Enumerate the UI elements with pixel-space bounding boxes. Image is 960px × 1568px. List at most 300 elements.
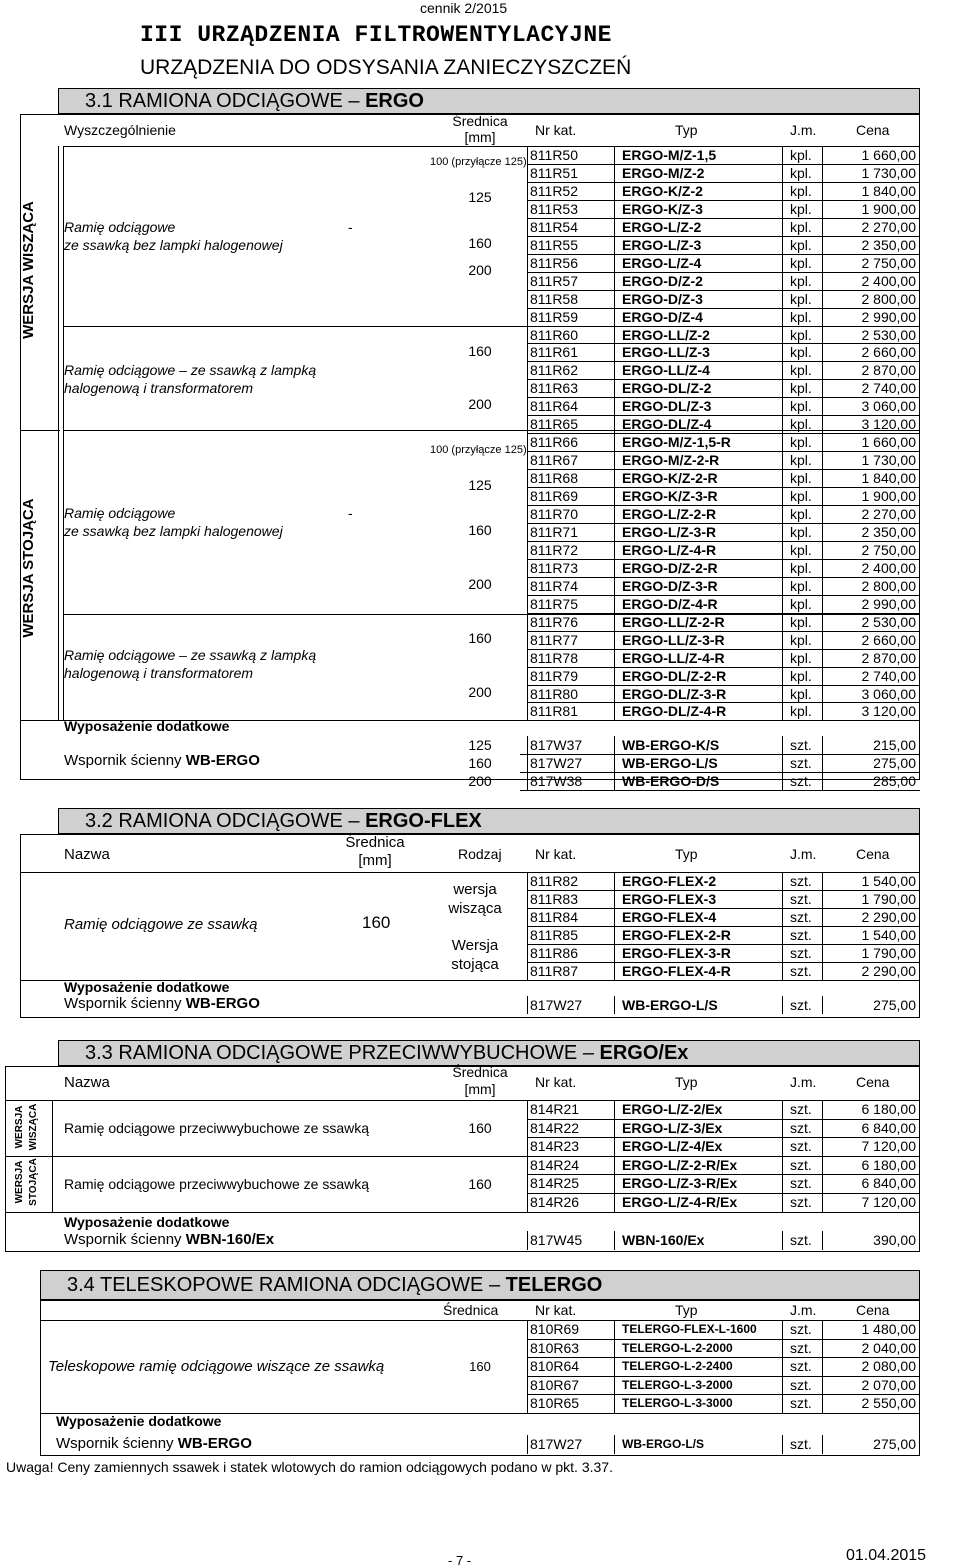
unit: szt. <box>790 1321 812 1337</box>
price: 2 070,00 <box>861 1376 916 1393</box>
section-3-3-title: 3.3 RAMIONA ODCIĄGOWE PRZECIWWYBUCHOWE – ERGO/Ex <box>85 1042 689 1064</box>
unit: kpl. <box>790 452 812 469</box>
price: 2 870,00 <box>861 362 916 379</box>
col-header-jm: J.m. <box>790 1074 817 1090</box>
unit: szt. <box>790 997 812 1013</box>
product-type: TELERGO-L-3-2000 <box>622 1377 733 1392</box>
catalog-number: 810R63 <box>530 1339 580 1356</box>
unit: kpl. <box>790 182 812 199</box>
col-header-diameter: Średnica <box>443 1302 499 1318</box>
catalog-number: 811R58 <box>530 290 579 307</box>
product-type: ERGO-FLEX-4-R <box>622 963 731 979</box>
catalog-number: 810R67 <box>530 1376 580 1393</box>
product-type: TELERGO-FLEX-L-1600 <box>622 1322 757 1336</box>
col-header-diameter: Średnica [mm] <box>452 113 508 145</box>
unit: szt. <box>790 1339 812 1356</box>
product-type: ERGO-FLEX-4 <box>622 909 717 925</box>
unit: kpl. <box>790 362 812 379</box>
desc-arm-no-lamp-hanging: Ramię odciągowe - ze ssawką bez lampki halogenowej <box>64 219 353 253</box>
price: 3 060,00 <box>861 685 916 702</box>
rodzaj-standing: Wersja stojąca <box>451 937 499 973</box>
product-type: ERGO-L/Z-3-R/Ex <box>622 1175 738 1192</box>
unit: szt. <box>790 1232 812 1248</box>
unit: kpl. <box>790 506 812 522</box>
unit: szt. <box>790 1395 812 1412</box>
col-header-typ: Typ <box>675 1074 698 1090</box>
product-type: ERGO-M/Z-1,5 <box>622 147 717 163</box>
section-3-4-table <box>40 1300 920 1456</box>
price: 6 180,00 <box>861 1156 916 1173</box>
price: 1 840,00 <box>861 470 916 487</box>
product-type: ERGO-K/Z-2 <box>622 182 703 199</box>
col-header-typ: Typ <box>675 1302 698 1318</box>
unit: kpl. <box>790 416 812 433</box>
unit: szt. <box>790 927 812 943</box>
price: 2 400,00 <box>861 559 916 576</box>
catalog-number: 811R83 <box>530 891 579 907</box>
col-header-jm: J.m. <box>790 122 817 138</box>
accessories-title: Wyposażenie dodatkowe <box>56 1413 222 1429</box>
col-header-nr: Nr kat. <box>535 122 577 138</box>
product-type: ERGO-DL/Z-4 <box>622 416 712 433</box>
price: 3 060,00 <box>861 398 916 415</box>
diameter-160: 160 <box>362 913 391 932</box>
unit: szt. <box>790 773 812 789</box>
unit: kpl. <box>790 398 812 415</box>
unit: kpl. <box>790 344 812 361</box>
section-3-4-title-bar <box>40 1270 920 1300</box>
diameter-160: 160 <box>468 1120 492 1136</box>
unit: kpl. <box>790 703 812 720</box>
price: 1 730,00 <box>861 164 916 181</box>
product-type: ERGO-D/Z-4-R <box>622 595 718 612</box>
price: 1 540,00 <box>861 873 916 889</box>
product-type: ERGO-LL/Z-3 <box>622 344 710 361</box>
catalog-number: 810R69 <box>530 1321 580 1337</box>
catalog-number: 811R66 <box>530 434 579 451</box>
unit: kpl. <box>790 649 812 666</box>
price: 2 350,00 <box>861 236 916 253</box>
catalog-number: 817W45 <box>530 1232 583 1248</box>
section-3-4-title: 3.4 TELESKOPOWE RAMIONA ODCIĄGOWE – TELERGO <box>67 1274 603 1296</box>
product-type: ERGO-FLEX-2-R <box>622 927 731 943</box>
product-type: ERGO-L/Z-3 <box>622 236 702 253</box>
col-header-nr: Nr kat. <box>535 1302 577 1318</box>
unit: kpl. <box>790 541 812 558</box>
product-type: ERGO-D/Z-4 <box>622 308 703 325</box>
unit: kpl. <box>790 559 812 576</box>
catalog-number: 817W38 <box>530 773 583 789</box>
col-header-typ: Typ <box>675 122 698 138</box>
unit: kpl. <box>790 200 812 217</box>
unit: szt. <box>790 1194 812 1210</box>
catalog-number: 811R68 <box>530 470 579 487</box>
unit: kpl. <box>790 164 812 181</box>
unit: kpl. <box>790 326 812 343</box>
unit: szt. <box>790 737 812 753</box>
col-header-diameter: Średnica [mm] <box>452 1064 508 1097</box>
catalog-number: 811R69 <box>530 488 579 505</box>
desc-arm-no-lamp-standing: Ramię odciągowe - ze ssawką bez lampki halogenowej <box>64 505 353 539</box>
price: 1 660,00 <box>861 147 916 163</box>
product-type: ERGO-D/Z-2-R <box>622 559 718 576</box>
product-type: ERGO-DL/Z-3-R <box>622 685 727 702</box>
accessory-name: Wspornik ścienny WB-ERGO <box>56 1435 252 1452</box>
col-header-cena: Cena <box>856 122 890 138</box>
accessory-name: Wspornik ścienny WB-ERGO <box>64 995 260 1012</box>
catalog-number: 810R65 <box>530 1395 580 1412</box>
price: 1 480,00 <box>861 1321 916 1337</box>
diameter-160: 160 <box>468 630 492 646</box>
accessory-diameter: 160 <box>468 755 492 771</box>
product-type: ERGO-FLEX-3-R <box>622 945 731 961</box>
price: 2 870,00 <box>861 649 916 666</box>
catalog-number: 811R63 <box>530 380 579 397</box>
product-type: ERGO-L/Z-3-R <box>622 523 717 540</box>
col-header-jm: J.m. <box>790 846 817 862</box>
col-header-rodzaj: Rodzaj <box>458 846 502 862</box>
product-type: ERGO-K/Z-3-R <box>622 488 718 505</box>
catalog-number: 811R82 <box>530 873 579 889</box>
price: 2 800,00 <box>861 577 916 594</box>
unit: szt. <box>790 945 812 961</box>
product-type: ERGO-DL/Z-4-R <box>622 703 727 720</box>
price: 2 660,00 <box>861 344 916 361</box>
unit: kpl. <box>790 613 812 630</box>
product-type: ERGO-M/Z-2 <box>622 164 705 181</box>
catalog-number: 811R71 <box>530 523 579 540</box>
product-type: ERGO-FLEX-3 <box>622 891 717 907</box>
catalog-number: 811R73 <box>530 559 579 576</box>
unit: kpl. <box>790 380 812 397</box>
catalog-number: 811R72 <box>530 541 579 558</box>
product-type: WB-ERGO-L/S <box>622 755 718 771</box>
product-type: ERGO-DL/Z-2 <box>622 380 712 397</box>
unit: kpl. <box>790 470 812 487</box>
catalog-number: 811R52 <box>530 182 579 199</box>
product-type: ERGO-K/Z-3 <box>622 200 703 217</box>
col-header-cena: Cena <box>856 846 890 862</box>
unit: szt. <box>790 963 812 979</box>
col-header-nr: Nr kat. <box>535 1074 577 1090</box>
catalog-number: 811R67 <box>530 452 579 469</box>
col-header-diameter: Średnica [mm] <box>345 834 405 869</box>
unit: kpl. <box>790 667 812 684</box>
product-type: ERGO-D/Z-2 <box>622 272 703 289</box>
catalog-number: 814R21 <box>530 1101 580 1117</box>
section-3-2-title-bar <box>58 808 920 834</box>
price: 1 790,00 <box>861 945 916 961</box>
price: 215,00 <box>873 737 916 753</box>
product-type: WB-ERGO-K/S <box>622 737 720 753</box>
catalog-number: 811R50 <box>530 147 579 163</box>
price: 2 990,00 <box>861 308 916 325</box>
price: 2 740,00 <box>861 667 916 684</box>
catalog-number: 811R70 <box>530 506 579 522</box>
product-type: ERGO-L/Z-2 <box>622 218 702 235</box>
catalog-number: 811R60 <box>530 326 579 343</box>
catalog-number: 817W37 <box>530 737 583 753</box>
accessory-name: Wspornik ścienny WB-ERGO <box>64 752 260 769</box>
unit: kpl. <box>790 523 812 540</box>
accessory-name: Wspornik ścienny WBN-160/Ex <box>64 1231 275 1248</box>
product-type: ERGO-L/Z-4-R/Ex <box>622 1194 738 1210</box>
price: 2 400,00 <box>861 272 916 289</box>
product-type: ERGO-LL/Z-3-R <box>622 631 725 648</box>
unit: kpl. <box>790 488 812 505</box>
catalog-number: 814R24 <box>530 1156 580 1173</box>
group-label-standing: WERSJA STOJĄCA <box>20 498 37 638</box>
price: 2 290,00 <box>861 909 916 925</box>
product-type: WB-ERGO-L/S <box>622 997 718 1013</box>
unit: szt. <box>790 873 812 889</box>
price: 1 840,00 <box>861 182 916 199</box>
unit: szt. <box>790 1175 812 1192</box>
catalog-number: 817W27 <box>530 755 583 771</box>
desc-arm-flex: Ramię odciągowe ze ssawką <box>64 916 258 933</box>
unit: kpl. <box>790 577 812 594</box>
price: 2 800,00 <box>861 290 916 307</box>
price: 2 750,00 <box>861 254 916 271</box>
catalog-number: 811R56 <box>530 254 579 271</box>
diameter-200: 200 <box>468 576 492 592</box>
accessories-title: Wyposażenie dodatkowe <box>64 979 230 995</box>
product-type: ERGO-FLEX-2 <box>622 873 717 889</box>
catalog-number: 811R65 <box>530 416 579 433</box>
unit: kpl. <box>790 631 812 648</box>
unit: szt. <box>790 1119 812 1136</box>
product-type: ERGO-LL/Z-4 <box>622 362 710 379</box>
catalog-number: 811R75 <box>530 595 579 612</box>
group-label-hanging: WERSJA WISZĄCA <box>20 201 37 339</box>
price: 2 040,00 <box>861 1339 916 1356</box>
product-type: ERGO-M/Z-2-R <box>622 452 720 469</box>
diameter-200: 200 <box>468 396 492 412</box>
section-3-2-title: 3.2 RAMIONA ODCIĄGOWE – ERGO-FLEX <box>85 810 482 832</box>
unit: kpl. <box>790 147 812 163</box>
diameter-160: 160 <box>468 522 492 538</box>
product-type: ERGO-M/Z-1,5-R <box>622 434 731 451</box>
price: 275,00 <box>873 755 916 771</box>
price: 2 990,00 <box>861 595 916 612</box>
price: 1 900,00 <box>861 488 916 505</box>
main-title: III URZĄDZENIA FILTROWENTYLACYJNE <box>140 22 612 48</box>
price: 2 350,00 <box>861 523 916 540</box>
unit: szt. <box>790 909 812 925</box>
catalog-number: 811R57 <box>530 272 579 289</box>
unit: kpl. <box>790 254 812 271</box>
product-type: ERGO-L/Z-2-R/Ex <box>622 1156 738 1173</box>
price: 7 120,00 <box>861 1194 916 1210</box>
catalog-number: 811R76 <box>530 613 579 630</box>
price: 1 790,00 <box>861 891 916 907</box>
catalog-number: 811R84 <box>530 909 579 925</box>
footer-date: 01.04.2015 <box>846 1547 927 1564</box>
diameter-100: 100 (przyłącze 125) <box>430 156 527 168</box>
desc-arm-ex-hanging: Ramię odciągowe przeciwwybuchowe ze ssawką <box>64 1120 370 1136</box>
product-type: TELERGO-L-2-2000 <box>622 1340 733 1355</box>
price: 2 290,00 <box>861 963 916 979</box>
sub-title: URZĄDZENIA DO ODSYSANIA ZANIECZYSZCZEŃ <box>140 56 632 79</box>
price: 1 730,00 <box>861 452 916 469</box>
price: 390,00 <box>873 1232 916 1248</box>
product-type: ERGO-L/Z-3/Ex <box>622 1119 723 1136</box>
price: 3 120,00 <box>861 416 916 433</box>
catalog-number: 811R79 <box>530 667 579 684</box>
diameter-160: 160 <box>468 235 492 251</box>
price: 6 840,00 <box>861 1119 916 1136</box>
price: 6 840,00 <box>861 1175 916 1192</box>
product-type: WBN-160/Ex <box>622 1232 705 1248</box>
accessories-title: Wyposażenie dodatkowe <box>64 1214 230 1230</box>
catalog-number: 817W27 <box>530 997 583 1013</box>
price: 1 660,00 <box>861 434 916 451</box>
product-type: ERGO-D/Z-3-R <box>622 577 718 594</box>
product-type: ERGO-L/Z-4 <box>622 254 702 271</box>
price: 1 540,00 <box>861 927 916 943</box>
price: 2 530,00 <box>861 613 916 630</box>
desc-telescopic-arm: Teleskopowe ramię odciągowe wiszące ze ssawką <box>48 1358 385 1375</box>
price: 2 750,00 <box>861 541 916 558</box>
unit: kpl. <box>790 272 812 289</box>
price: 2 270,00 <box>861 218 916 235</box>
price: 7 120,00 <box>861 1138 916 1155</box>
catalog-number: 811R80 <box>530 685 579 702</box>
unit: kpl. <box>790 236 812 253</box>
product-type: ERGO-DL/Z-2-R <box>622 667 727 684</box>
unit: szt. <box>790 1101 812 1117</box>
diameter-200: 200 <box>468 262 492 278</box>
unit: szt. <box>790 1436 812 1452</box>
diameter-125: 125 <box>468 189 492 205</box>
page-number: - 7 - <box>448 1553 472 1568</box>
price: 275,00 <box>873 997 916 1013</box>
rodzaj-hanging: wersja wisząca <box>448 881 502 917</box>
diameter-200: 200 <box>468 684 492 700</box>
diameter-100: 100 (przyłącze 125) <box>430 444 527 456</box>
catalog-number: 811R53 <box>530 200 579 217</box>
group-label-hanging: WERSJA WISZĄCA <box>14 1103 39 1151</box>
col-header-spec: Wyszczególnienie <box>64 122 176 138</box>
col-header-cena: Cena <box>856 1074 890 1090</box>
price: 275,00 <box>873 1436 916 1452</box>
unit: szt. <box>790 891 812 907</box>
col-header-cena: Cena <box>856 1302 890 1318</box>
catalog-number: 814R22 <box>530 1119 580 1136</box>
price: 3 120,00 <box>861 703 916 720</box>
price: 2 080,00 <box>861 1358 916 1375</box>
col-header-typ: Typ <box>675 846 698 862</box>
catalog-number: 814R23 <box>530 1138 580 1155</box>
product-type: ERGO-L/Z-4-R <box>622 541 717 558</box>
unit: szt. <box>790 1156 812 1173</box>
product-type: WB-ERGO-L/S <box>622 1437 704 1451</box>
desc-arm-ex-standing: Ramię odciągowe przeciwwybuchowe ze ssawką <box>64 1176 370 1192</box>
catalog-number: 811R54 <box>530 218 579 235</box>
product-type: ERGO-DL/Z-3 <box>622 398 712 415</box>
unit: kpl. <box>790 685 812 702</box>
unit: kpl. <box>790 434 812 451</box>
col-header-nr: Nr kat. <box>535 846 577 862</box>
price: 2 530,00 <box>861 326 916 343</box>
catalog-number: 811R61 <box>530 344 579 361</box>
price-list-label: cennik 2/2015 <box>420 0 508 16</box>
col-header-name: Nazwa <box>64 1074 110 1091</box>
catalog-number: 811R74 <box>530 577 579 594</box>
diameter-160: 160 <box>468 343 492 359</box>
diameter-160: 160 <box>469 1359 491 1374</box>
price: 6 180,00 <box>861 1101 916 1117</box>
product-type: ERGO-D/Z-3 <box>622 290 703 307</box>
product-type: ERGO-LL/Z-4-R <box>622 649 725 666</box>
col-header-jm: J.m. <box>790 1302 817 1318</box>
price: 2 740,00 <box>861 380 916 397</box>
unit: kpl. <box>790 290 812 307</box>
product-type: ERGO-L/Z-2/Ex <box>622 1101 723 1117</box>
catalog-number: 814R26 <box>530 1194 580 1210</box>
section-3-3-title-bar <box>58 1040 920 1066</box>
unit: szt. <box>790 755 812 771</box>
desc-arm-with-lamp-standing: Ramię odciągowe – ze ssawką z lampką halogenową i transformatorem <box>64 647 317 681</box>
unit: kpl. <box>790 218 812 235</box>
product-type: ERGO-LL/Z-2-R <box>622 613 725 630</box>
catalog-number: 817W27 <box>530 1436 583 1452</box>
catalog-number: 811R85 <box>530 927 579 943</box>
unit: szt. <box>790 1138 812 1155</box>
diameter-125: 125 <box>468 477 492 493</box>
product-type: ERGO-K/Z-2-R <box>622 470 718 487</box>
product-type: ERGO-L/Z-4/Ex <box>622 1138 723 1155</box>
col-header-name: Nazwa <box>64 846 110 863</box>
catalog-number: 810R64 <box>530 1358 580 1375</box>
catalog-number: 811R64 <box>530 398 579 415</box>
unit: kpl. <box>790 595 812 612</box>
catalog-number: 811R55 <box>530 236 579 253</box>
unit: szt. <box>790 1358 812 1375</box>
catalog-number: 811R86 <box>530 945 579 961</box>
price: 2 550,00 <box>861 1395 916 1412</box>
desc-arm-with-lamp-hanging: Ramię odciągowe – ze ssawką z lampką halogenową i transformatorem <box>64 362 317 396</box>
product-type: ERGO-L/Z-2-R <box>622 506 717 522</box>
note: Uwaga! Ceny zamiennych ssawek i statek wlotowych do ramion odciągowych podano w pkt. 3.37. <box>6 1459 613 1475</box>
accessory-diameter: 125 <box>468 737 492 753</box>
catalog-number: 811R78 <box>530 649 579 666</box>
accessory-diameter: 200 <box>468 773 492 789</box>
price: 2 270,00 <box>861 506 916 522</box>
product-type: TELERGO-L-3-3000 <box>622 1396 733 1411</box>
catalog-number: 811R77 <box>530 631 579 648</box>
unit: kpl. <box>790 308 812 325</box>
unit: szt. <box>790 1376 812 1393</box>
section-3-1-title-bar <box>58 88 920 114</box>
catalog-number: 811R81 <box>530 703 579 720</box>
group-label-standing: WERSJA STOJĄCA <box>14 1158 39 1206</box>
catalog-number: 814R25 <box>530 1175 580 1192</box>
catalog-number: 811R59 <box>530 308 579 325</box>
price: 1 900,00 <box>861 200 916 217</box>
product-type: TELERGO-L-2-2400 <box>622 1359 733 1374</box>
catalog-number: 811R87 <box>530 963 579 979</box>
catalog-number: 811R51 <box>530 164 579 181</box>
section-3-1-title: 3.1 RAMIONA ODCIĄGOWE – ERGO <box>85 90 424 112</box>
catalog-number: 811R62 <box>530 362 579 379</box>
accessories-title: Wyposażenie dodatkowe <box>64 718 230 734</box>
diameter-160: 160 <box>468 1176 492 1192</box>
product-type: ERGO-LL/Z-2 <box>622 326 710 343</box>
product-type: WB-ERGO-D/S <box>622 773 720 789</box>
price: 2 660,00 <box>861 631 916 648</box>
price: 285,00 <box>873 773 916 789</box>
